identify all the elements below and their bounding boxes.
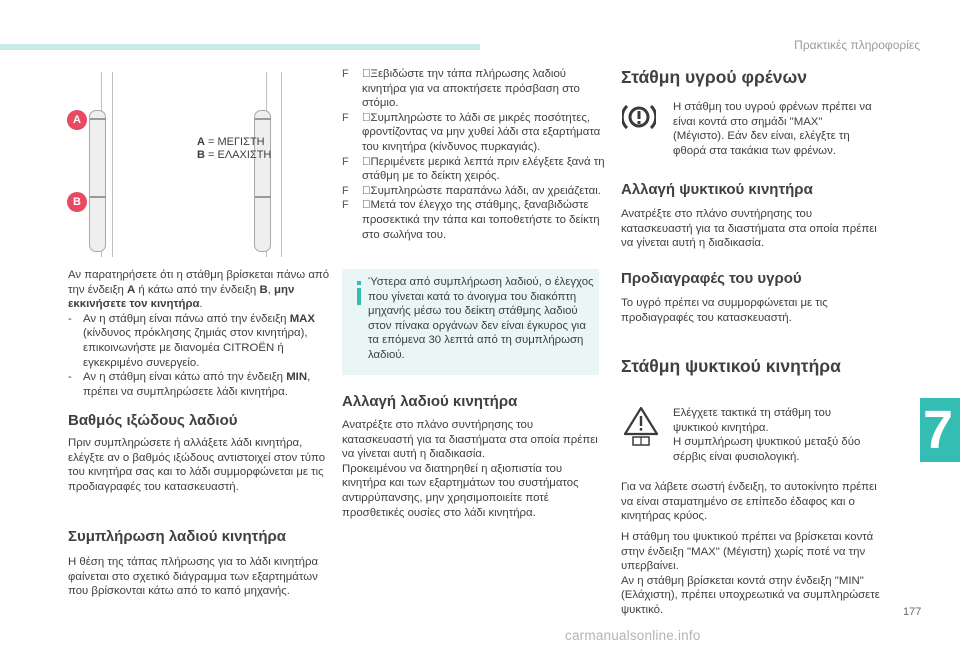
oil-level-intro [68,268,333,399]
legend-b-letter: B [197,149,205,161]
brake-fluid-text: Η στάθμη του υγρού φρένων πρέπει να είναι κοντά στο σημάδι "MAX" (Μέγιστο). Εάν δεν είναι, ελέγξτε τη φθορά στα τακάκια των φρένων. [673,101,872,157]
dipstick-min-notch [255,196,271,198]
list-text: Αν η στάθμη είναι πάνω από την ένδειξη [83,312,290,325]
oil-change-text [342,418,604,520]
coolant-text: Ελέγχετε τακτικά τη στάθμη του ψυκτικού κινητήρα. Η συμπλήρωση ψυκτικού μεταξύ δύο σέρβις είναι φυσιολογική. [673,407,861,463]
list-text: Μετά τον έλεγχο της στάθμης, ξαναβιδώστε προσεκτικά την τάπα και τοποθετήστε το δείκτη στο σωλήνα του. [362,199,600,241]
coolant-heading: Στάθμη ψυκτικού κινητήρα [621,356,841,376]
topup-heading: Συμπλήρωση λαδιού κινητήρα [68,528,286,545]
marker-b: B [67,192,87,212]
intro-text: Αν παρατηρήσετε ότι η στάθμη βρίσκεται πάνω από την ένδειξη [68,269,330,296]
legend-a-text: = ΜΕΓΙΣΤΗ [204,136,265,148]
legend-b-text: = ΕΛΑΧΙΣΤΗ [204,149,272,161]
info-note-box [342,269,599,375]
intro-a: A [127,283,136,296]
brake-change-heading: Αλλαγή ψυκτικού κινητήρα [621,181,813,198]
list-text: Συμπληρώστε παραπάνω λάδι, αν χρειάζεται. [370,184,601,197]
oil-change-paragraph: Ανατρέξτε στο πλάνο συντήρησης του κατασκευαστή για τα διαστήματα στα οποία πρέπει να γίνεται αυτή η διαδικασία. [342,419,598,461]
list-item [342,67,607,111]
warning-manual-icon [623,406,659,446]
coolant-text-3: Η στάθμη του ψυκτικού πρέπει να βρίσκεται κοντά στην ένδειξη "MAX" (Μέγιστη) χωρίς ποτέ να την υπερβαίνει. Αν η στάθμη βρίσκεται κοντά στην ένδειξη "MIN" (Ελάχιστη), πρέπει υποχρεωτικά να συμπληρώσετε ψυκτικό. [621,531,880,616]
dipstick-max-notch [255,118,271,120]
list-item [68,370,333,399]
oil-change-heading: Αλλαγή λαδιού κινητήρα [342,393,518,410]
topup-text: Η θέση της τάπας πλήρωσης για το λάδι κινητήρα φαίνεται στο σχετικό διάγραμμα των εξαρτημάτων που βρίσκονται κάτω από το καπό μηχανής. [68,556,319,598]
intro-text: ή κάτω από την ένδειξη [135,283,260,296]
bullet-arrow-icon: F [342,199,349,212]
intro-text: . [199,298,203,311]
list-text: Αν η στάθμη είναι κάτω από την ένδειξη [83,371,287,384]
fluid-spec-text: Το υγρό πρέπει να συμμορφώνεται με τις προδιαγραφές του κατασκευαστή. [621,297,828,324]
list-text: Συμπληρώστε το λάδι σε μικρές ποσότητες, φροντίζοντας να μην χυθεί λάδι στα εξαρτήματα του κινητήρα (κίνδυνος πυρκαγιάς). [362,111,601,153]
chapter-tab: 7 [920,398,960,462]
list-item [342,198,607,242]
topup-steps-list [342,67,607,242]
dipstick-max-notch [90,118,106,120]
diagram-legend [197,136,271,162]
brake-warning-icon [622,100,656,134]
list-item [68,312,333,370]
dash-bullet: - [68,312,72,325]
list-text: , πρέπει να συμπληρώσετε λάδι κινητήρα. [83,371,311,398]
bullet-arrow-icon: F [342,111,349,124]
intro-b: B [259,283,268,296]
coolant-text-2: Για να λάβετε σωστή ένδειξη, το αυτοκίνητο πρέπει να είναι σταματημένο σε επίπεδο έδαφος και ο κινητήρας κρύος. [621,481,877,523]
min-label: MIN [286,371,308,384]
fluid-spec-heading: Προδιαγραφές του υγρού [621,270,802,287]
list-item [342,155,607,184]
top-accent-bar [0,44,480,50]
legend-a-letter: A [197,136,205,148]
intro-warning: μην εκκινήσετε τον κινητήρα [68,283,295,311]
brake-fluid-heading: Στάθμη υγρού φρένων [621,67,807,87]
dipstick-left [89,110,106,252]
marker-a: A [67,110,87,130]
page-number: 177 [903,606,922,618]
dipstick-min-notch [90,196,106,198]
list-text: Ξεβιδώστε την τάπα πλήρωσης λαδιού κινητήρα για να αποκτήσετε πρόσβαση στο στόμιο. [362,68,580,110]
section-header-title: Πρακτικές πληροφορίες [794,38,920,52]
max-label: MAX [289,312,315,325]
oil-change-paragraph: Προκειμένου να διατηρηθεί η αξιοπιστία του κινητήρα και των εξαρτημάτων του συστήματος αντιρρύπανσης, μην χρησιμοποιείτε ποτέ προσθετικές ουσίες στο λάδι κινητήρα. [342,462,579,519]
bullet-arrow-icon: F [342,155,349,168]
watermark: carmanualsonline.info [565,628,701,643]
list-text: (κίνδυνος πρόκλησης ζημιάς στον κινητήρα), επικοινωνήστε με διανομέα CITROËN ή εγκεκριμένο συνεργείο. [83,327,308,369]
intro-text: , [267,283,275,296]
viscosity-heading: Βαθμός ιξώδους λαδιού [68,412,238,429]
list-text: Περιμένετε μερικά λεπτά πριν ελέγξετε ξανά τη στάθμη με το δείκτη χειρός. [362,155,605,183]
info-icon [354,281,364,305]
bullet-arrow-icon: F [342,68,349,80]
dipstick-outline [112,72,113,257]
brake-change-text: Ανατρέξτε στο πλάνο συντήρησης του κατασκευαστή για τα διαστήματα στα οποία πρέπει να γίνεται αυτή η διαδικασία. [621,208,877,250]
dipstick-right [254,110,271,252]
bullet-arrow-icon: F [342,184,349,197]
list-item [342,111,607,155]
list-item [342,184,607,199]
viscosity-text: Πριν συμπληρώσετε ή αλλάξετε λάδι κινητήρα, ελέγξτε αν ο βαθμός ιξώδους αντιστοιχεί στον τύπο του κινητήρα σας και το λάδι συμμορφώνεται με τις προδιαγραφές του κατασκευαστή. [68,437,326,493]
info-note-text: Ύστερα από συμπλήρωση λαδιού, ο έλεγχος που γίνεται κατά το άνοιγμα του διακόπτη μηχανής μέσω του δείκτη στάθμης λαδιού στον πίνακα οργάνων δεν είναι έγκυρος για τα επόμενα 30 λεπτά από τη συμπλήρωση λαδιού. [368,276,594,361]
dipstick-outline [281,72,282,257]
dash-bullet: - [68,371,72,384]
